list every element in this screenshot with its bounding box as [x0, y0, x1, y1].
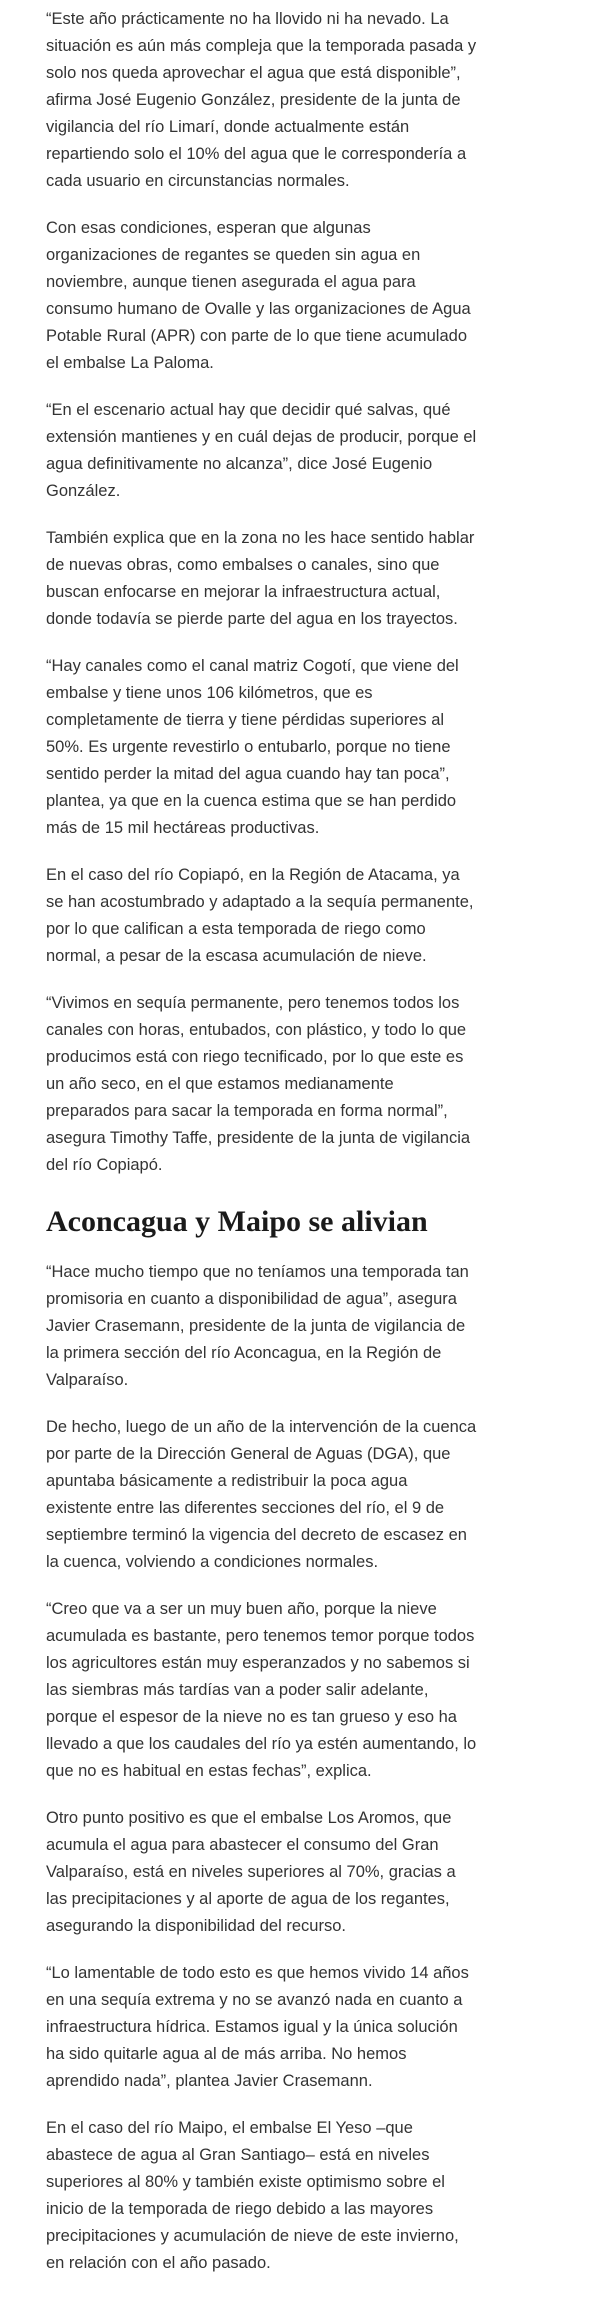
article-paragraph: “En el escenario actual hay que decidir qué salvas, qué extensión mantienes y en cuál dejas de producir, porque el agua definitivamente no alcanza”, dice José Eugenio González.: [46, 401, 477, 500]
article-paragraph: Otro punto positivo es que el embalse Los Aromos, que acumula el agua para abastecer el consumo del Gran Valparaíso, está en niveles superiores al 70%, gracias a las precipitaciones y al aporte de agua de los regantes, asegurando la disponibilidad del recurso.: [46, 1809, 456, 1935]
article-paragraph: “Lo lamentable de todo esto es que hemos vivido 14 años en una sequía extrema y no se avanzó nada en cuanto a infraestructura hídrica. Estamos igual y la única solución ha sido quitarle agua al de más arriba. No hemos aprendido nada”, plantea Javier Crasemann.: [46, 1964, 469, 2090]
article-paragraph: También explica que en la zona no les hace sentido hablar de nuevas obras, como embalses o canales, sino que buscan enfocarse en mejorar la infraestructura actual, donde todavía se pierde parte del agua en los trayectos.: [46, 529, 475, 628]
article-paragraph: “Hace mucho tiempo que no teníamos una temporada tan promisoria en cuanto a disponibilidad de agua”, asegura Javier Crasemann, presidente de la junta de vigilancia de la primera sección del río Aconcagua, en la Región de Valparaíso.: [46, 1263, 469, 1389]
article-paragraph: “Creo que va a ser un muy buen año, porque la nieve acumulada es bastante, pero tenemos temor porque todos los agricultores están muy esperanzados y no sabemos si las siembras más tardías van a poder salir adelante, porque el espesor de la nieve no es tan grueso y eso ha llevado a que los caudales del río ya estén aumentando, lo que no es habitual en estas fechas”, explica.: [46, 1600, 477, 1780]
article-paragraph: “Vivimos en sequía permanente, pero tenemos todos los canales con horas, entubados, con plástico, y todo lo que producimos está con riego tecnificado, por lo que este es un año seco, en el que estamos medianamente preparados para sacar la temporada en forma normal”, asegura Timothy Taffe, presidente de la junta de vigilancia del río Copiapó.: [46, 994, 471, 1174]
article-paragraph: En el caso del río Copiapó, en la Región de Atacama, ya se han acostumbrado y adaptado a la sequía permanente, por lo que califican a esta temporada de riego como normal, a pesar de la escasa acumulación de nieve.: [46, 866, 474, 965]
section-heading: Aconcagua y Maipo se alivian: [46, 1205, 428, 1238]
article-paragraph: De hecho, luego de un año de la intervención de la cuenca por parte de la Dirección General de Aguas (DGA), que apuntaba básicamente a redistribuir la poca agua existente entre las diferentes secciones del río, el 9 de septiembre terminó la vigencia del decreto de escasez en la cuenca, volviendo a condiciones normales.: [46, 1418, 477, 1571]
article-paragraph: “Hay canales como el canal matriz Cogotí, que viene del embalse y tiene unos 106 kilómetros, que es completamente de tierra y tiene pérdidas superiores al 50%. Es urgente revestirlo o entubarlo, porque no tiene sentido perder la mitad del agua cuando hay tan poca”, plantea, ya que en la cuenca estima que se han perdido más de 15 mil hectáreas productivas.: [46, 657, 459, 837]
article-paragraph: “Este año prácticamente no ha llovido ni ha nevado. La situación es aún más compleja que la temporada pasada y solo nos queda aprovechar el agua que está disponible”, afirma José Eugenio González, presidente de la junta de vigilancia del río Limarí, donde actualmente están repartiendo solo el 10% del agua que le correspondería a cada usuario en circunstancias normales.: [46, 10, 477, 190]
article-paragraph: Con esas condiciones, esperan que algunas organizaciones de regantes se queden sin agua en noviembre, aunque tienen asegurada el agua para consumo humano de Ovalle y las organizaciones de Agua Potable Rural (APR) con parte de lo que tiene acumulado el embalse La Paloma.: [46, 219, 471, 372]
article-paragraph: En el caso del río Maipo, el embalse El Yeso –que abastece de agua al Gran Santiago– está en niveles superiores al 80% y también existe optimismo sobre el inicio de la temporada de riego debido a las mayores precipitaciones y acumulación de nieve de este invierno, en relación con el año pasado.: [46, 2119, 459, 2272]
